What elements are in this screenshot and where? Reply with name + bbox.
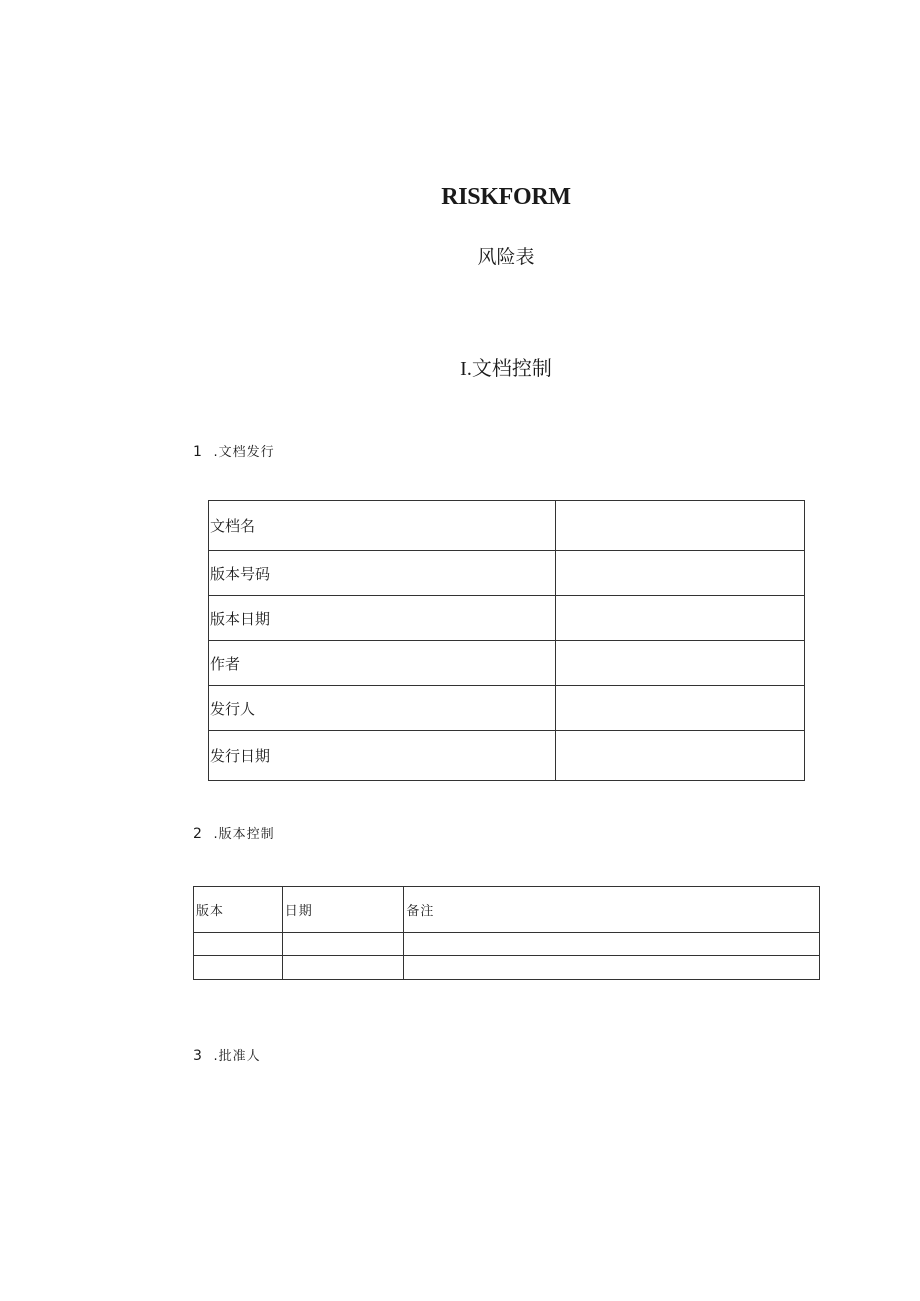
- field-label-author: 作者: [209, 641, 556, 686]
- version-control-table: [193, 886, 820, 980]
- table-row: [209, 596, 805, 641]
- table-row: [209, 731, 805, 781]
- cell-version[interactable]: [194, 933, 283, 956]
- field-label-version-number: 版本号码: [209, 551, 556, 596]
- field-value-document-name[interactable]: [555, 501, 804, 551]
- field-label-issuer: 发行人: [209, 686, 556, 731]
- document-issue-table: [208, 500, 805, 781]
- subsection-heading-issue: [193, 441, 275, 460]
- field-value-author[interactable]: [555, 641, 804, 686]
- column-header-date: 日期: [282, 887, 404, 933]
- table-row: [209, 551, 805, 596]
- field-value-version-number[interactable]: [555, 551, 804, 596]
- section-heading: [0, 352, 920, 381]
- cell-remarks[interactable]: [404, 956, 820, 980]
- table-row: [209, 641, 805, 686]
- subsection-number: 2: [193, 826, 202, 842]
- field-label-version-date: 版本日期: [209, 596, 556, 641]
- cell-date[interactable]: [282, 933, 404, 956]
- section-title: 文档控制: [471, 356, 552, 380]
- field-label-document-name: 文档名: [209, 501, 556, 551]
- field-value-version-date[interactable]: [555, 596, 804, 641]
- cell-version[interactable]: [194, 956, 283, 980]
- table-header-row: [194, 887, 820, 933]
- column-header-remarks: 备注: [404, 887, 820, 933]
- subsection-number: 1: [193, 444, 202, 460]
- subsection-label: .文档发行: [213, 445, 275, 460]
- table-row: [209, 686, 805, 731]
- cell-remarks[interactable]: [404, 933, 820, 956]
- column-header-version: 版本: [194, 887, 283, 933]
- subsection-heading-version: [193, 823, 275, 842]
- cell-date[interactable]: [282, 956, 404, 980]
- table-row: [194, 956, 820, 980]
- page-title: RISKFORM: [441, 184, 571, 210]
- subsection-heading-approver: [193, 1045, 261, 1064]
- subsection-number: 3: [193, 1048, 202, 1064]
- page-subtitle: 风险表: [477, 246, 535, 268]
- field-label-issue-date: 发行日期: [209, 731, 556, 781]
- section-number: I.: [460, 358, 472, 380]
- field-value-issuer[interactable]: [555, 686, 804, 731]
- subsection-label: .版本控制: [213, 827, 275, 842]
- table-row: [194, 933, 820, 956]
- subsection-label: .批准人: [213, 1049, 261, 1064]
- table-row: [209, 501, 805, 551]
- field-value-issue-date[interactable]: [555, 731, 804, 781]
